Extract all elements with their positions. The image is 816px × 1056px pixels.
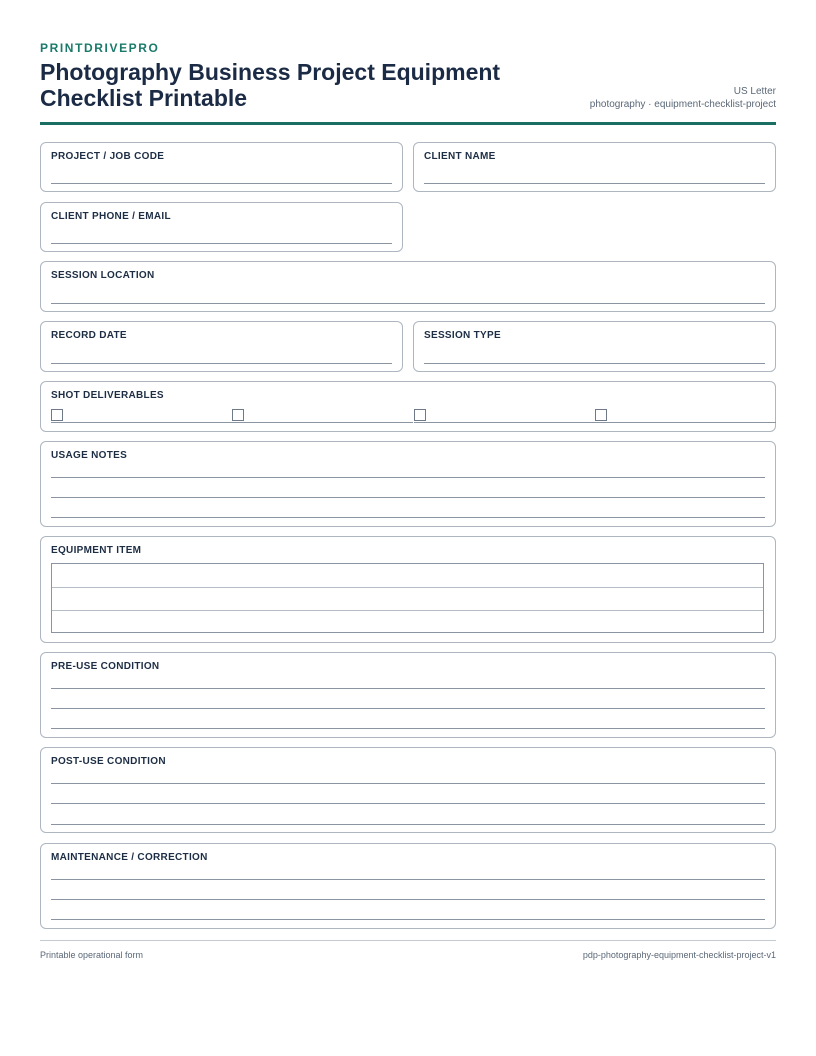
write-line[interactable]	[424, 183, 765, 184]
session-location-field[interactable]	[40, 261, 776, 312]
field-label: SESSION LOCATION	[51, 270, 155, 281]
project-code-field[interactable]	[40, 142, 403, 192]
record-date-field[interactable]	[40, 321, 403, 372]
write-line[interactable]	[51, 708, 765, 709]
field-label: PRE-USE CONDITION	[51, 661, 160, 672]
write-line[interactable]	[51, 824, 765, 825]
usage-notes-field[interactable]	[40, 441, 776, 527]
deliverable-checkbox[interactable]	[232, 409, 413, 423]
page-title: Photography Business Project Equipment Checklist Printable	[40, 59, 501, 111]
deliverable-checkbox[interactable]	[595, 409, 776, 423]
field-label: CLIENT PHONE / EMAIL	[51, 211, 171, 222]
pre-use-condition-field[interactable]	[40, 652, 776, 738]
shot-deliverables-field	[40, 381, 776, 432]
write-line[interactable]	[51, 728, 765, 729]
write-line[interactable]	[51, 688, 765, 689]
paper-size: US Letter	[733, 86, 776, 97]
write-line[interactable]	[51, 919, 765, 920]
field-label: RECORD DATE	[51, 330, 127, 341]
table-row-divider	[52, 610, 763, 611]
form-id: pdp-photography-equipment-checklist-project-v1	[582, 950, 776, 960]
field-label: MAINTENANCE / CORRECTION	[51, 852, 208, 863]
deliverable-checkbox[interactable]	[51, 409, 232, 423]
client-contact-field[interactable]	[40, 202, 403, 252]
checkbox-icon[interactable]	[414, 409, 426, 421]
equipment-item-field	[40, 536, 776, 643]
field-label: EQUIPMENT ITEM	[51, 545, 142, 556]
deliverable-checkbox[interactable]	[414, 409, 595, 423]
write-line[interactable]	[414, 422, 595, 423]
footer-note: Printable operational form	[40, 950, 144, 960]
brand-name: PRINTDRIVEPRO	[40, 41, 160, 55]
field-label: USAGE NOTES	[51, 450, 128, 461]
field-label: SHOT DELIVERABLES	[51, 390, 164, 401]
write-line[interactable]	[51, 303, 765, 304]
write-line[interactable]	[51, 422, 232, 423]
write-line[interactable]	[51, 477, 765, 478]
checkbox-icon[interactable]	[232, 409, 244, 421]
document-tags: photography · equipment-checklist-project	[589, 99, 776, 110]
write-line[interactable]	[51, 803, 765, 804]
field-label: POST-USE CONDITION	[51, 756, 166, 767]
write-line[interactable]	[232, 422, 413, 423]
post-use-condition-field[interactable]	[40, 747, 776, 833]
checkbox-icon[interactable]	[51, 409, 63, 421]
write-line[interactable]	[424, 363, 765, 364]
session-type-field[interactable]	[413, 321, 776, 372]
write-line[interactable]	[51, 899, 765, 900]
table-row-divider	[52, 587, 763, 588]
write-line[interactable]	[51, 783, 765, 784]
write-line[interactable]	[51, 363, 392, 364]
write-line[interactable]	[595, 422, 776, 423]
equipment-table	[51, 563, 764, 633]
maintenance-field[interactable]	[40, 843, 776, 929]
write-line[interactable]	[51, 497, 765, 498]
write-line[interactable]	[51, 879, 765, 880]
client-name-field[interactable]	[413, 142, 776, 192]
document-meta	[590, 85, 776, 111]
field-label: SESSION TYPE	[424, 330, 501, 341]
field-label: CLIENT NAME	[424, 151, 496, 162]
footer-divider	[40, 940, 776, 941]
field-label: PROJECT / JOB CODE	[51, 151, 165, 162]
write-line[interactable]	[51, 183, 392, 184]
write-line[interactable]	[51, 243, 392, 244]
checkbox-icon[interactable]	[595, 409, 607, 421]
write-line[interactable]	[51, 517, 765, 518]
header-divider	[40, 122, 776, 125]
